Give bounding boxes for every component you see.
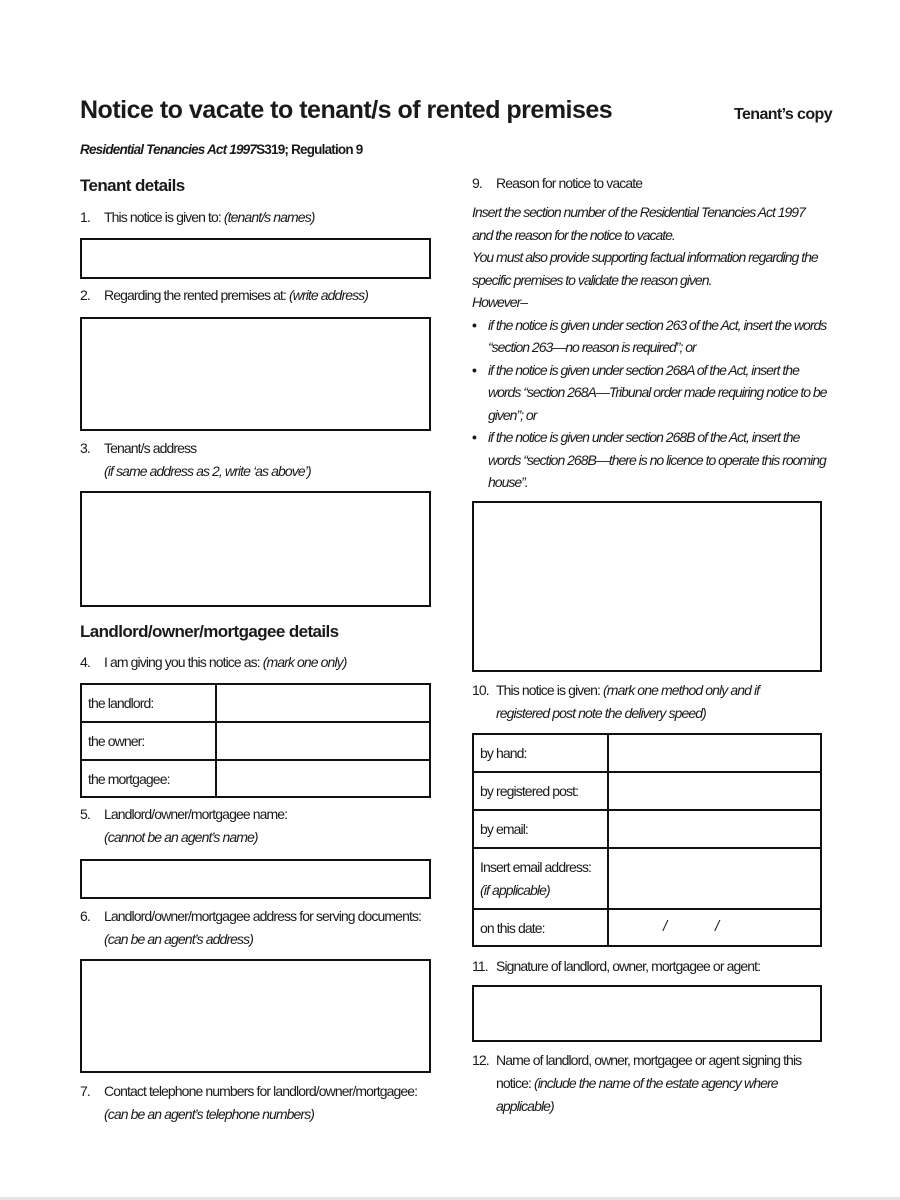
question-label: Reason for notice to vacate [496, 175, 643, 191]
date-row [473, 909, 821, 946]
question-3 [80, 437, 311, 483]
question-hint: (cannot be an agent’s name) [104, 829, 258, 845]
role-label: the owner: [81, 722, 216, 760]
email-address-field[interactable] [608, 848, 821, 909]
question-label-part: notice: [496, 1075, 534, 1091]
method-mark-registered-post[interactable] [608, 772, 821, 810]
method-label: by hand: [473, 734, 608, 772]
role-row-landlord [81, 684, 430, 722]
question-label: This notice is given to: [104, 209, 224, 225]
bullet-item-section-268b: • if the notice is given under section 268B of the Act, insert the words “section 268B—there is no licence to operate this rooming house”. [472, 426, 828, 494]
tenant-names-field[interactable] [80, 238, 431, 279]
copy-label: Tenant’s copy [734, 106, 832, 123]
question-label: Landlord/owner/mortgagee name: [104, 806, 288, 822]
reason-for-notice-field[interactable] [472, 501, 822, 672]
question-number: 9. [472, 175, 482, 191]
question-number: 7. [80, 1083, 90, 1099]
role-mark-mortgagee[interactable] [216, 760, 430, 797]
method-row-registered-post [473, 772, 821, 810]
question-5 [80, 803, 287, 849]
role-mark-owner[interactable] [216, 722, 430, 760]
method-label: by email: [473, 810, 608, 848]
question-number: 12. [472, 1052, 489, 1068]
question-2 [80, 284, 368, 307]
instruction-text: You must also provide supporting factual information regarding the specific premises to validate the reason given. [472, 249, 818, 288]
question-hint: (can be an agent’s telephone numbers) [104, 1106, 315, 1122]
question-12 [472, 1049, 801, 1118]
question-number: 1. [80, 209, 90, 225]
delivery-method-table [472, 733, 822, 947]
question-number: 11. [472, 958, 488, 974]
question-4 [80, 651, 347, 674]
role-row-owner [81, 722, 430, 760]
question-hint-part: registered post note the delivery speed) [496, 705, 706, 721]
method-mark-hand[interactable] [608, 734, 821, 772]
question-label: Landlord/owner/mortgagee address for serving documents: [104, 908, 422, 924]
role-mark-landlord[interactable] [216, 684, 430, 722]
email-address-row [473, 848, 821, 909]
question-label-part: Name of landlord, owner, mortgagee or agent signing this [496, 1052, 802, 1068]
email-address-label: Insert email address: [480, 858, 592, 875]
question-number: 3. [80, 440, 90, 456]
question-hint: (tenant/s names) [223, 209, 315, 225]
question-number: 2. [80, 287, 90, 303]
method-label: by registered post: [473, 772, 608, 810]
question-hint-part: applicable) [496, 1098, 554, 1114]
email-address-label-cell [473, 848, 608, 909]
question-9 [472, 172, 642, 195]
date-separator: / [663, 918, 667, 935]
act-name: Residential Tenancies Act 1997 [80, 142, 257, 157]
question-number: 4. [80, 654, 90, 670]
question-label: Regarding the rented premises at: [104, 287, 289, 303]
role-row-mortgagee [81, 760, 430, 797]
question-number: 5. [80, 806, 90, 822]
date-field[interactable] [608, 909, 821, 946]
tenant-address-field[interactable] [80, 491, 431, 607]
signature-field[interactable] [472, 985, 822, 1042]
bullet-item-section-268a: • if the notice is given under section 268A of the Act, insert the words “section 268A—Tribunal order made requiring notice to be given”; or [472, 359, 828, 427]
question-11 [472, 955, 760, 978]
reason-instructions [472, 201, 828, 494]
question-7 [80, 1080, 417, 1126]
question-number: 10. [472, 682, 489, 698]
role-label: the mortgagee: [81, 760, 216, 797]
regulation-ref: S319; Regulation 9 [256, 142, 363, 157]
email-address-hint: (if applicable) [480, 881, 550, 898]
question-hint: (mark one only) [262, 654, 347, 670]
date-label: on this date: [473, 909, 608, 946]
bullet-item-section-263: • if the notice is given under section 263 of the Act, insert the words “section 263—no reason is required”; or [472, 314, 828, 359]
question-label: Contact telephone numbers for landlord/owner/mortgagee: [104, 1083, 418, 1099]
landlord-service-address-field[interactable] [80, 959, 431, 1073]
question-number: 6. [80, 908, 90, 924]
rented-premises-address-field[interactable] [80, 317, 431, 431]
question-hint-part: (include the name of the estate agency where [533, 1075, 778, 1091]
question-label: This notice is given: [496, 682, 604, 698]
date-separator: / [715, 918, 719, 935]
question-label: I am giving you this notice as: [104, 654, 263, 670]
instruction-text: Insert the section number of the Residential Tenancies Act 1997 and the reason for the notice to vacate. [472, 204, 805, 243]
section-heading-landlord: Landlord/owner/mortgagee details [80, 622, 339, 641]
question-label: Signature of landlord, owner, mortgagee or agent: [496, 958, 761, 974]
instruction-text: However– [472, 294, 528, 310]
method-mark-email[interactable] [608, 810, 821, 848]
question-hint-part: (mark one method only and if [603, 682, 760, 698]
question-6 [80, 905, 421, 951]
method-row-email [473, 810, 821, 848]
notice-giver-role-table [80, 683, 431, 798]
question-hint: (if same address as 2, write ‘as above’) [104, 463, 311, 479]
reason-bullet-list [472, 314, 828, 494]
question-hint: (write address) [288, 287, 369, 303]
section-heading-tenant: Tenant details [80, 176, 185, 195]
role-label: the landlord: [81, 684, 216, 722]
legislation-reference [80, 142, 362, 157]
page-title: Notice to vacate to tenant/s of rented premises [80, 96, 613, 124]
question-1 [80, 206, 315, 229]
method-row-hand [473, 734, 821, 772]
landlord-name-field[interactable] [80, 859, 431, 899]
question-10 [472, 679, 759, 725]
question-label: Tenant/s address [104, 440, 197, 456]
question-hint: (can be an agent’s address) [104, 931, 253, 947]
